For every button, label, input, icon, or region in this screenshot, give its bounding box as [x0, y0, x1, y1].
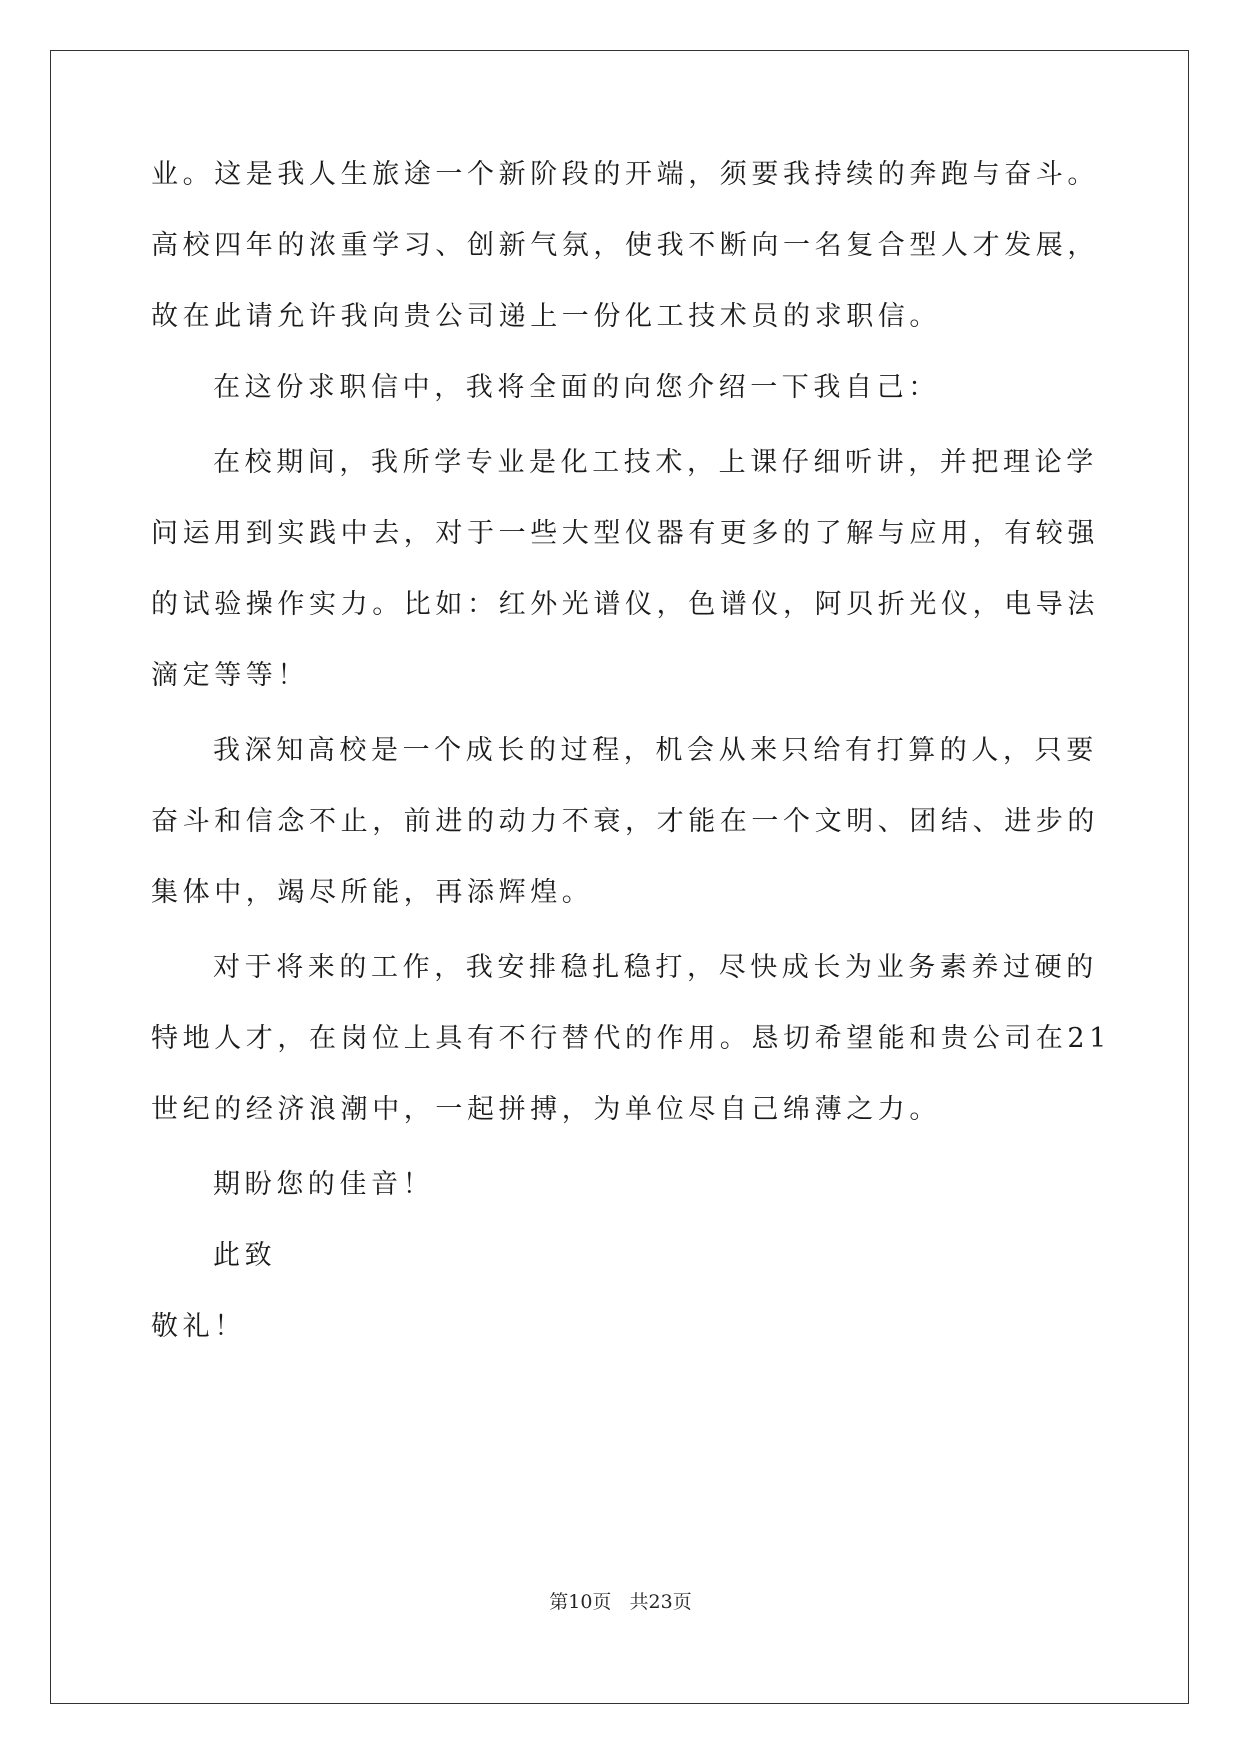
body-line: 故在此请允许我向贵公司递上一份化工技术员的求职信。 — [151, 301, 941, 332]
body-line: 此致 — [213, 1240, 277, 1271]
body-line: 集体中，竭尽所能，再添辉煌。 — [151, 877, 594, 908]
body-line: 期盼您的佳音！ — [213, 1169, 435, 1200]
body-line: 的试验操作实力。比如：红外光谱仪，色谱仪，阿贝折光仪，电导法 — [151, 589, 1099, 620]
body-line: 奋斗和信念不止，前进的动力不衰，才能在一个文明、团结、进步的 — [151, 806, 1099, 837]
body-line: 敬礼！ — [151, 1311, 246, 1342]
body-line: 滴定等等！ — [151, 660, 309, 691]
body-line: 对于将来的工作，我安排稳扎稳打，尽快成长为业务素养过硬的 — [213, 952, 1098, 983]
body-line: 在这份求职信中，我将全面的向您介绍一下我自己： — [213, 372, 940, 403]
body-line: 世纪的经济浪潮中，一起拼搏，为单位尽自己绵薄之力。 — [151, 1094, 941, 1125]
body-line: 问运用到实践中去，对于一些大型仪器有更多的了解与应用，有较强 — [151, 518, 1099, 549]
page-number: 第10页 共23页 — [549, 1591, 692, 1613]
body-line: 我深知高校是一个成长的过程，机会从来只给有打算的人，只要 — [213, 735, 1098, 766]
body-line: 特地人才，在岗位上具有不行替代的作用。恳切希望能和贵公司在21 — [151, 1023, 1111, 1054]
body-line: 高校四年的浓重学习、创新气氛，使我不断向一名复合型人才发展， — [151, 230, 1099, 261]
body-line: 在校期间，我所学专业是化工技术，上课仔细听讲，并把理论学 — [213, 447, 1098, 478]
body-line: 业。这是我人生旅途一个新阶段的开端，须要我持续的奔跑与奋斗。 — [151, 159, 1099, 190]
